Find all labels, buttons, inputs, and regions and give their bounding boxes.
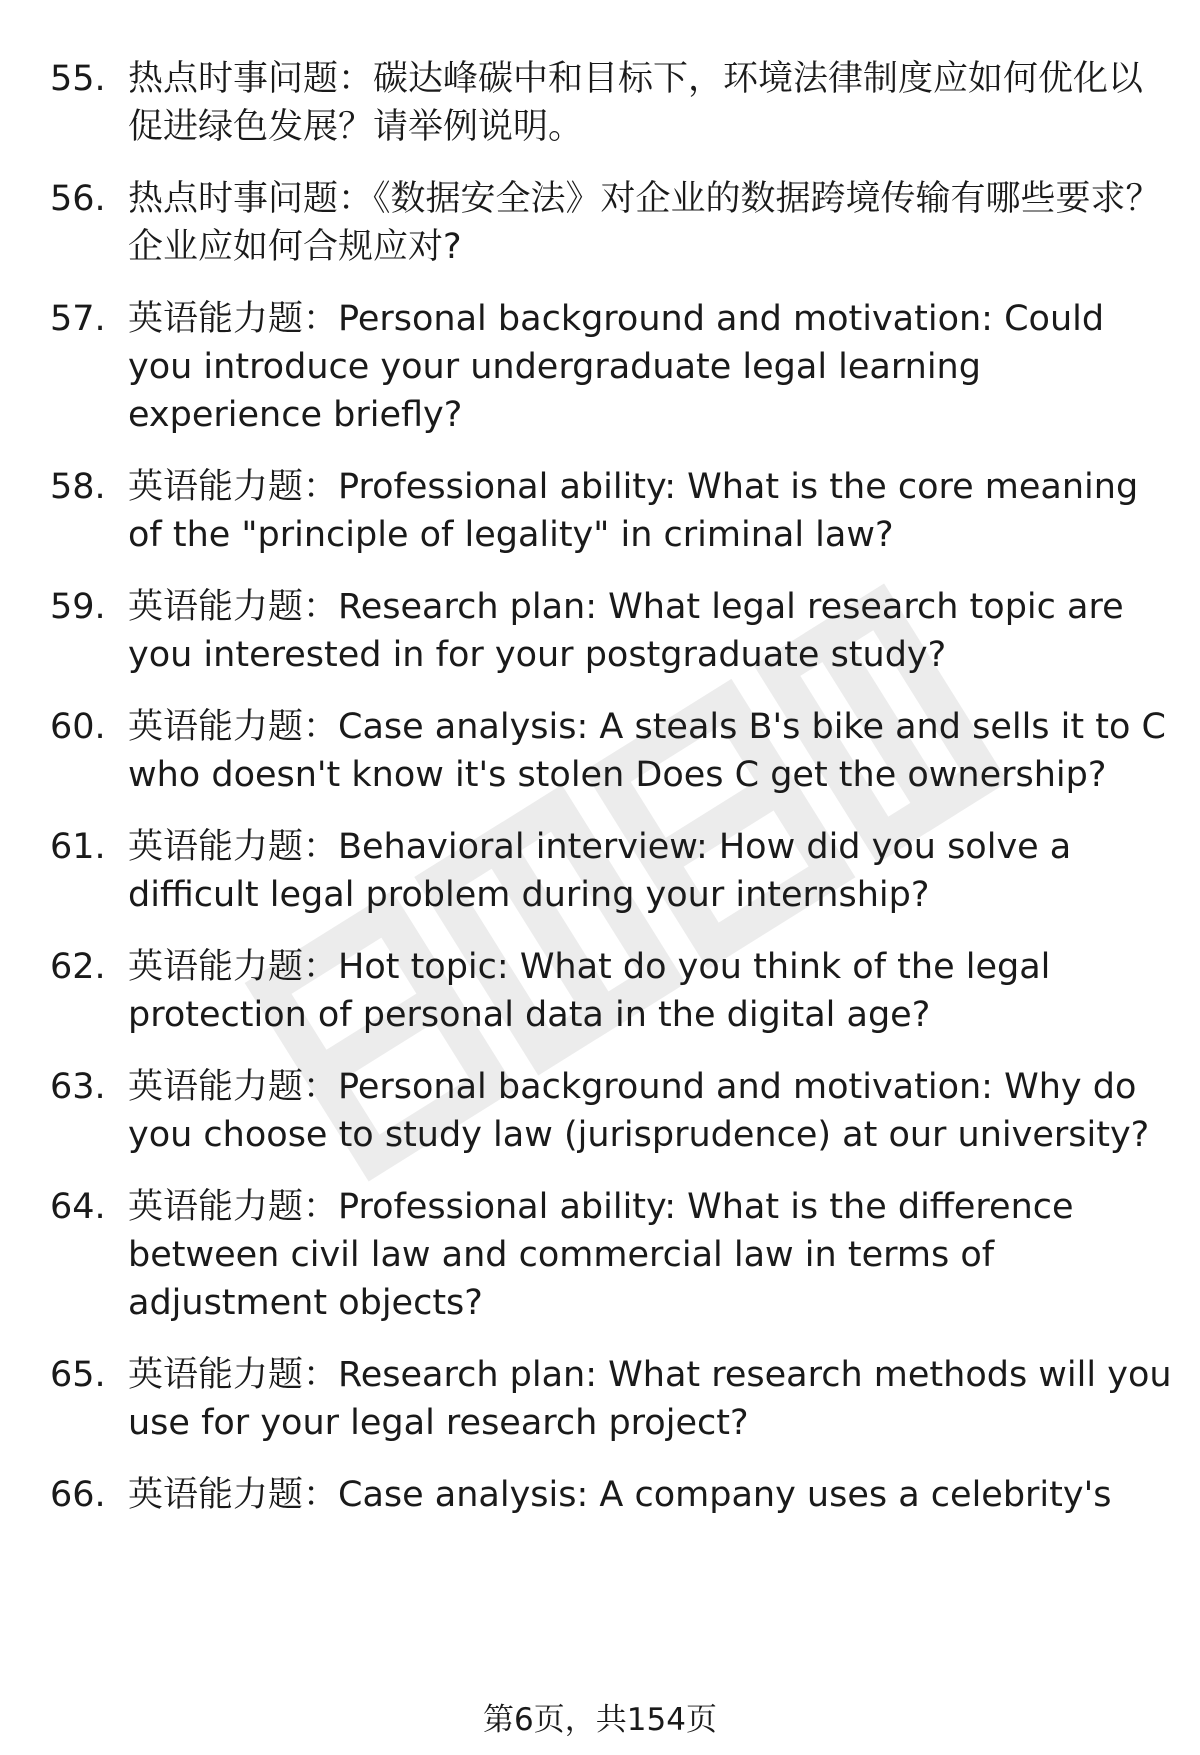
question-number: 61. xyxy=(50,827,106,867)
question-text: 英语能力题：Professional ability: What is the difference between civil law and commercial law in terms of adjustment objects? xyxy=(128,1187,1074,1323)
question-text: 英语能力题：Research plan: What legal research topic are you interested in for your postgraduate study? xyxy=(128,587,1124,675)
question-item xyxy=(0,295,1200,439)
question-text: 英语能力题：Personal background and motivation: Could you introduce your undergraduate legal learning experience briefly? xyxy=(128,299,1105,435)
question-text: 英语能力题：Case analysis: A company uses a celebrity's xyxy=(128,1475,1112,1515)
question-number: 66. xyxy=(50,1475,106,1515)
question-text: 英语能力题：Personal background and motivation: Why do you choose to study law (jurisprudence) at our university? xyxy=(128,1067,1150,1155)
question-text: 英语能力题：Professional ability: What is the core meaning of the "principle of legality" in criminal law? xyxy=(128,467,1139,555)
question-list xyxy=(0,55,1200,1543)
question-number: 57. xyxy=(50,299,106,339)
question-item xyxy=(0,1183,1200,1327)
question-number: 56. xyxy=(50,179,106,219)
question-number: 58. xyxy=(50,467,106,507)
question-text: 英语能力题：Behavioral interview: How did you solve a difficult legal problem during your internship? xyxy=(128,827,1072,915)
question-text: 英语能力题：Hot topic: What do you think of the legal protection of personal data in the digital age? xyxy=(128,947,1051,1035)
question-item xyxy=(0,175,1200,271)
question-number: 60. xyxy=(50,707,106,747)
question-item xyxy=(0,703,1200,799)
question-item xyxy=(0,1471,1200,1519)
question-number: 65. xyxy=(50,1355,106,1395)
question-text: 英语能力题：Research plan: What research methods will you use for your legal research project? xyxy=(128,1355,1172,1443)
question-item xyxy=(0,583,1200,679)
question-item xyxy=(0,823,1200,919)
question-text: 热点时事问题：《数据安全法》对企业的数据跨境传输有哪些要求？企业应如何合规应对? xyxy=(128,179,1161,267)
question-item xyxy=(0,1351,1200,1447)
question-number: 62. xyxy=(50,947,106,987)
question-number: 55. xyxy=(50,59,106,99)
question-text: 英语能力题：Case analysis: A steals B's bike and sells it to C who doesn't know it's stolen Does C get the ownership? xyxy=(128,707,1166,795)
question-item xyxy=(0,463,1200,559)
question-number: 63. xyxy=(50,1067,106,1107)
question-number: 59. xyxy=(50,587,106,627)
page-number-label: 第6页，共154页 xyxy=(483,1702,717,1738)
question-item xyxy=(0,1063,1200,1159)
question-text: 热点时事问题：碳达峰碳中和目标下，环境法律制度应如何优化以促进绿色发展？请举例说明。 xyxy=(128,59,1144,147)
question-number: 64. xyxy=(50,1187,106,1227)
page-footer xyxy=(0,1700,1200,1740)
question-item xyxy=(0,55,1200,151)
question-item xyxy=(0,943,1200,1039)
